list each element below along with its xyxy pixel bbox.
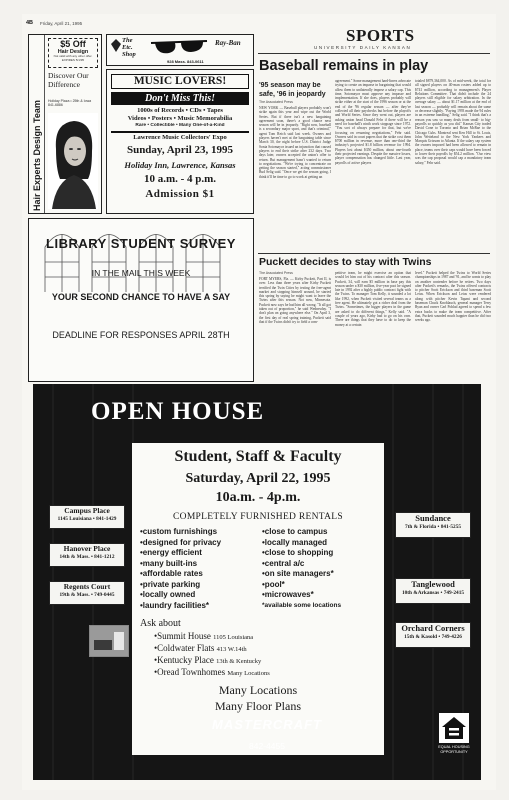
- property-box-name: Regents Court: [63, 582, 111, 591]
- survey-line2: YOUR SECOND CHANCE TO HAVE A SAY: [51, 292, 231, 302]
- property-box-name: Orchard Corners: [401, 623, 465, 633]
- feature-item: •locally owned: [140, 590, 196, 599]
- etc-shop-ad: [106, 34, 254, 66]
- coupon-price: $5 Off: [60, 39, 86, 49]
- feature-item: •private parking: [140, 579, 201, 589]
- story1-column-3: totaled $879,364,000. As of mid-week, the total for all signed players on 40-man rosters added up to $741 million, according to management's Player Relations Committee. That didn't include the 24 players still eligible for salary arbitration. In the average salary — about $1.17 million at the end of last season — probably will remain about the same or decrease slightly. "Paying 1993 made the 94 rules in an extreme handling," Selig said. "I think that's a reason you saw so many deals from small- to big-payrolls so quickly as you did." Kansas City traded David Cone to Toronto and Brian McRae to the Chicago Cubs. Montreal sent Ken Hill to St. Louis, John Wetteland to the New York Yankees and Marquis Grissom to Atlanta. If the salary cap system the owners imposed had been allowed to remain in place, teams over their caps would have been forced to lower their payrolls by $54.2 million. "Our view was the cap proposal would cap a mandatory team salary," Fehr said.: [415, 79, 491, 165]
- story-divider: [258, 253, 490, 254]
- mastercraft-logo: MASTERCRAFT: [212, 717, 322, 732]
- open-house-panel: [132, 443, 384, 755]
- hair-slogan: Discover Our Difference: [48, 72, 89, 89]
- shop-address: 928 Mass. 843-0611: [167, 59, 204, 64]
- properties-list: [154, 631, 354, 679]
- music-subhead: Don't Miss This!: [111, 92, 249, 105]
- story1-subheadline: '95 season may be safe, '96 in jeopardy: [259, 82, 326, 98]
- tagline-locations: Many Locations: [218, 683, 298, 697]
- story2-column-3: level." Puckett helped the Twins to World Series championships in 1987 and '91, and he wants to play on another contender before he retires. Two days after Puckett's remarks, the Twins offered contracts to pitcher Scott Erickson and third baseman Scott Leius. When Erickson and Leius were rendered along with pitcher Kevin Tapani and second baseman Chuck Knoblauch, general manager Terry Ryan and owner Carl Pohlad agreed to spend a few extra bucks to make the team competitive. After that, Puckett sounded much happier than he did two weeks ago.: [415, 271, 491, 323]
- orchard-corners-box: [395, 622, 471, 648]
- coupon-item: Hair Design: [57, 49, 89, 55]
- paper-name: UNIVERSITY DAILY KANSAN: [314, 45, 412, 50]
- hair-coupon[interactable]: [48, 38, 98, 68]
- coupon-fine-print: Not valid with any other offer. EXPIRES 5/1/95: [53, 55, 93, 62]
- property-box-detail: 15th & Kasold • 749-4226: [404, 634, 462, 640]
- library-windows-image: [37, 222, 247, 292]
- woman-portrait-image: [48, 113, 98, 209]
- music-expo-ad: [106, 69, 254, 214]
- furnished-room-photo: [89, 625, 129, 657]
- property-name: •Summit House: [154, 631, 211, 641]
- property-address: 13th & Kentucky: [216, 658, 262, 665]
- music-line3: Rare • Collectible • Many One-of-a-Kind: [135, 123, 225, 128]
- property-item: [154, 655, 354, 667]
- story2-column-1: FORT MYERS, Fla. — Kirby Puckett, Part II, is over. Less than three years after Kirby Puckett terrified the Twin Cities by testing the free-agent market and stopping himself around, he started this spring by saying he might want to leave the Twins after this season. Not now, Minnesota. Puckett now says he had him all wrong. "It all got taken out of proportion," he said Wednesday. "I don't plan on going anywhere else." On April 3, the first day of real spring training, Puckett said that if the Twins didn't try to field a com-: [259, 277, 331, 324]
- music-line2: Videos • Posters • Music Memorabilia: [127, 115, 233, 122]
- survey-line3: DEADLINE FOR RESPONSES APRIL 28TH: [52, 330, 230, 340]
- music-event: Lawrence Music Collectors' Expo: [133, 134, 227, 141]
- property-name: •Coldwater Flats: [154, 643, 215, 653]
- property-box-name: Sundance: [415, 513, 451, 523]
- feature-item: •central a/c: [262, 558, 305, 568]
- library-survey-ad: [28, 218, 254, 382]
- feature-item: •laundry facilities*: [140, 600, 210, 610]
- hanover-place-box: [49, 543, 125, 567]
- rentals-headline: COMPLETELY FURNISHED RENTALS: [173, 512, 343, 522]
- property-item: [154, 631, 354, 643]
- feature-item: •affordable rates: [140, 569, 203, 578]
- sunglasses-brand: Ray-Ban: [215, 39, 241, 47]
- feature-item: •locally managed: [262, 537, 328, 547]
- story1-column-1: NEW YORK — Baseball players probably won't strike again this year and wipe out the World Series. But if there isn't a new bargaining agreement soon, there's a good chance next season will be in jeopardy. "Right now, baseball is a secondary major sport, and that's criminal," agent Tom Reich said last week. Owners and players haven't met at the bargaining table since March 30, the night before U.S. District Judge Sonia Sotomayor issued an injunction that caused players to end their strike after 232 days. Two days later, owners accepted the union's offer to return. But management hasn't wanted to return to negotiations. "We're trying to concentrate on getting the season started," acting commissioner Bud Selig said. "Once we get the season going, I think it'll be time to go to work at getting an: [259, 106, 331, 179]
- open-house-ad: [33, 384, 481, 780]
- ask-about-label: Ask about: [140, 618, 181, 629]
- regents-court-box: [49, 581, 125, 605]
- music-venue: Holiday Inn, Lawrence, Kansas: [124, 160, 236, 170]
- story2-column-2: petitive team, he might exercise an option that would let him out of his contract after this season. Puckett, 34, will earn $5 million in base pay this season under a $30 million, five-year pact he signed late in 1992 after a highly public contract fight with the Twins. To manager Tom Kelly, it sounded a lot like 1992, when Puckett visited several teams as a free agent. He ultimately got a richer deal from the Twins. "Sometimes, the bigger players in the game are asked to do different things," Kelly said. "A couple of years ago, Kirby had to go on his own. There are things that they have to do to keep the money at a certain: [335, 271, 411, 327]
- page-date: Friday, April 21, 1995: [40, 21, 83, 26]
- section-title: SPORTS: [346, 26, 415, 45]
- campus-place-box: [49, 505, 125, 529]
- property-box-detail: 7th & Florida • 841-5255: [405, 524, 461, 530]
- feature-item: •many built-ins: [140, 558, 198, 568]
- property-box-detail: 14th & Mass. • 841-1212: [59, 554, 115, 560]
- story1-byline: The Associated Press: [259, 100, 293, 104]
- music-line1: 1000s of Records • CDs • Tapes: [137, 107, 223, 114]
- feature-item: •on site managers*: [262, 569, 334, 578]
- page-number: 4B: [26, 20, 34, 26]
- hair-ad-divider: [44, 35, 45, 213]
- property-address: 1105 Louisiana: [213, 634, 254, 641]
- story2-byline: The Associated Press: [259, 271, 293, 275]
- tanglewood-box: [395, 578, 471, 604]
- feature-item: •pool*: [262, 579, 285, 589]
- music-admission: Admission $1: [145, 188, 215, 200]
- property-box-name: Campus Place: [64, 506, 110, 515]
- open-house-hours: 10a.m. - 4p.m.: [215, 490, 301, 505]
- feature-footnote: *available some locations: [262, 601, 342, 609]
- features-right-list: [262, 527, 380, 611]
- open-house-title: OPEN HOUSE: [91, 398, 265, 425]
- property-box-detail: 10th &Arkansas • 749-2415: [401, 590, 465, 596]
- property-box-detail: 1145 Louisiana • 841-1429: [57, 516, 117, 522]
- mastercraft-phone: 842-4455: [249, 741, 285, 751]
- story1-column-2: agreement." Some management hard-liners advocate trying to create an impasse in bargaining that would allow them to unilaterally impose a salary cap. This time, Sotomayor must approve any impasse and implementation. If she does, players probably will strike either at the start of the 1996 season or at the end of the '96 regular season — after they've collected all their paychecks but before the playoffs and World Series. Since they went out, players are asking union head Donald Fehr if there will be a need for baseball's ninth work stoppage since 1972. "You sort of always prepare for that, but we're focusing on resuming negotiations," Fehr said. Owners said in court papers that the strike cost them $700 million in revenue, more than one-third the industry's projected $1.8 billion revenue for 1994. Players lost about $350 million, about one-fourth their projected earnings. Despite the massive losses, player compensation has changed little. Last year, payrolls of active players: [335, 79, 411, 165]
- tagline-floorplans: Many Floor Plans: [214, 699, 301, 713]
- open-house-date: Saturday, April 22, 1995: [185, 471, 331, 486]
- music-headline: MUSIC LOVERS!: [111, 74, 249, 89]
- property-box-detail: 19th & Mass. • 749-0445: [59, 592, 115, 598]
- music-hours: 10 a.m. - 4 p.m.: [143, 173, 217, 185]
- section-rule: [258, 53, 490, 54]
- hair-experts-ad: [28, 34, 102, 214]
- property-address: 413 W.14th: [216, 646, 247, 653]
- feature-item: •custom furnishings: [140, 527, 218, 536]
- feature-item: •close to campus: [262, 527, 328, 536]
- music-divider: [111, 131, 249, 133]
- property-box-name: Tanglewood: [411, 579, 455, 589]
- property-item: [154, 643, 354, 655]
- story1-headline: Baseball remains in play: [259, 58, 429, 74]
- feature-item: •designed for privacy: [140, 537, 222, 547]
- property-item: [154, 667, 354, 679]
- equal-housing-label: EQUAL HOUSING OPPORTUNITY: [438, 745, 470, 754]
- music-date: Sunday, April 23, 1995: [126, 144, 234, 156]
- shop-logo-icon: [110, 38, 122, 53]
- equal-housing-icon: [439, 713, 469, 743]
- property-name: •Kentucky Place: [154, 655, 214, 665]
- property-address: Many Locations: [227, 670, 270, 677]
- story2-headline: Puckett decides to stay with Twins: [259, 256, 432, 268]
- shop-name: The Etc. Shop: [122, 37, 136, 58]
- property-name: •Oread Townhomes: [154, 667, 226, 677]
- sunglasses-icon: [149, 37, 209, 59]
- open-house-headline: Student, Staff & Faculty: [174, 448, 342, 465]
- survey-title: LIBRARY STUDENT SURVEY: [46, 236, 236, 251]
- feature-item: •energy efficient: [140, 548, 202, 557]
- hair-ad-vertical-title: Hair Experts Design Team: [32, 100, 42, 211]
- feature-item: •microwaves*: [262, 590, 314, 599]
- survey-line1: IN THE MAIL THIS WEEK: [91, 268, 191, 278]
- hair-address: Holiday Plaza • 25th & Iowa 841-6886: [48, 99, 92, 108]
- property-box-name: Hanover Place: [63, 544, 111, 553]
- feature-item: •close to shopping: [262, 548, 334, 557]
- features-left-list: [140, 527, 260, 611]
- sundance-box: [395, 512, 471, 538]
